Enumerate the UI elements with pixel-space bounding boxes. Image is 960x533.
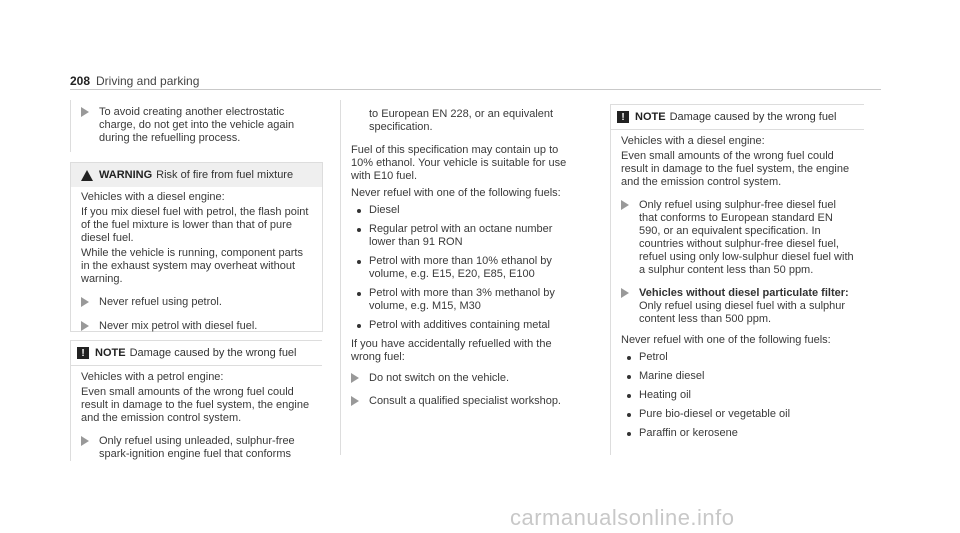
header-rule [70, 89, 881, 90]
list-item: Petrol with additives containing metal [351, 319, 581, 332]
list-item: Pure bio-diesel or vegetable oil [621, 408, 857, 421]
note-p1: Vehicles with a petrol engine: [81, 371, 224, 383]
column-2 [340, 100, 591, 455]
note-step-1 [611, 199, 857, 277]
note-step-1 [71, 435, 313, 461]
arrow-icon [81, 436, 89, 446]
warning-box [70, 162, 323, 332]
note-title: Damage caused by the wrong fuel [129, 347, 297, 359]
warning-step-2 [71, 320, 313, 333]
step-text: Never mix petrol with diesel fuel. [99, 320, 258, 332]
step-text: Do not switch on the vehicle. [369, 372, 510, 384]
watermark-link[interactable]: carmanualsonline.info [510, 505, 735, 530]
warning-label: WARNING [99, 169, 153, 181]
list-item: Petrol with more than 10% ethanol by volume, e.g. E15, E20, E85, E100 [351, 255, 581, 281]
note-label: NOTE [635, 111, 666, 123]
note-icon: ! [77, 347, 89, 359]
warning-p1: Vehicles with a diesel engine: [81, 191, 225, 203]
warning-step-1 [71, 296, 313, 309]
col2-step-2 [341, 395, 581, 408]
arrow-icon [81, 107, 89, 117]
note-box-diesel [610, 104, 864, 455]
note-step-2 [611, 287, 857, 326]
list-item: Regular petrol with an octane number lower than 91 RON [351, 223, 581, 249]
step-text: Only refuel using unleaded, sulphur-free spark-ignition engine fuel that conforms [99, 435, 295, 460]
note-box-petrol [70, 340, 322, 461]
note-body [621, 135, 857, 446]
col2-step-1 [341, 372, 581, 385]
warning-p2: If you mix diesel fuel with petrol, the flash point of the fuel mixture is lower than that of pure diesel fuel. [81, 206, 309, 244]
warning-body [81, 191, 313, 333]
col2-p2: Never refuel with one of the following fuels: [351, 187, 561, 199]
step-text: Never refuel using petrol. [99, 296, 222, 308]
step-text: Only refuel using sulphur-free diesel fuel that conforms to European standard EN 590, or an equivalent specification. In countries without sulphur-free diesel fuel, refuel using only low-sulphur diesel fuel with a sulphur content less than 50 ppm. [639, 199, 854, 276]
list-item: Petrol with more than 3% methanol by volume, e.g. M15, M30 [351, 287, 581, 313]
step-text: Consult a qualified specialist workshop. [369, 395, 561, 407]
step [71, 106, 321, 145]
page-number: 208 [70, 74, 91, 88]
continued-text: to European EN 228, or an equivalent specification. [369, 108, 554, 133]
note-bar [71, 341, 322, 365]
note-icon: ! [617, 111, 629, 123]
note-body [81, 371, 313, 461]
step-text: Only refuel using diesel fuel with a sulphur content less than 500 ppm. [639, 300, 846, 325]
note-title: Damage caused by the wrong fuel [669, 111, 837, 123]
note-p2: Even small amounts of the wrong fuel could result in damage to the fuel system, the engine and the emission control system. [81, 386, 310, 424]
step-text: To avoid creating another electrostatic charge, do not get into the vehicle again during the refuelling process. [99, 106, 295, 144]
warning-bar [71, 163, 322, 187]
list-item: Heating oil [621, 389, 857, 402]
arrow-icon [81, 297, 89, 307]
warning-title: Risk of fire from fuel mixture [156, 169, 294, 181]
step-heading: Vehicles without diesel particulate filter: [639, 287, 849, 299]
note-label: NOTE [95, 347, 126, 359]
list-item: Marine diesel [621, 370, 857, 383]
note-p3: Never refuel with one of the following fuels: [621, 334, 831, 346]
note-bar [611, 105, 864, 129]
col2-p1: Fuel of this specification may contain up to 10% ethanol. Your vehicle is suitable for use with E10 fuel. [351, 144, 567, 182]
note-p1: Vehicles with a diesel engine: [621, 135, 765, 147]
col2-p3: If you have accidentally refuelled with the wrong fuel: [351, 338, 552, 363]
arrow-icon [351, 396, 359, 406]
arrow-icon [621, 288, 629, 298]
column-2-body [341, 108, 581, 408]
list-item: Paraffin or kerosene [621, 427, 857, 440]
section-title: Driving and parking [96, 74, 200, 88]
arrow-icon [621, 200, 629, 210]
note-p2: Even small amounts of the wrong fuel could result in damage to the fuel system, the engine and the emission control system. [621, 150, 850, 188]
fuel-list [621, 351, 857, 440]
arrow-icon [81, 321, 89, 331]
arrow-icon [351, 373, 359, 383]
list-item: Diesel [351, 204, 581, 217]
warning-p3: While the vehicle is running, component parts in the exhaust system may overheat without warning. [81, 247, 303, 285]
list-item: Petrol [621, 351, 857, 364]
top-step-block [70, 100, 321, 152]
fuel-list [341, 204, 581, 332]
warning-icon [81, 170, 93, 181]
